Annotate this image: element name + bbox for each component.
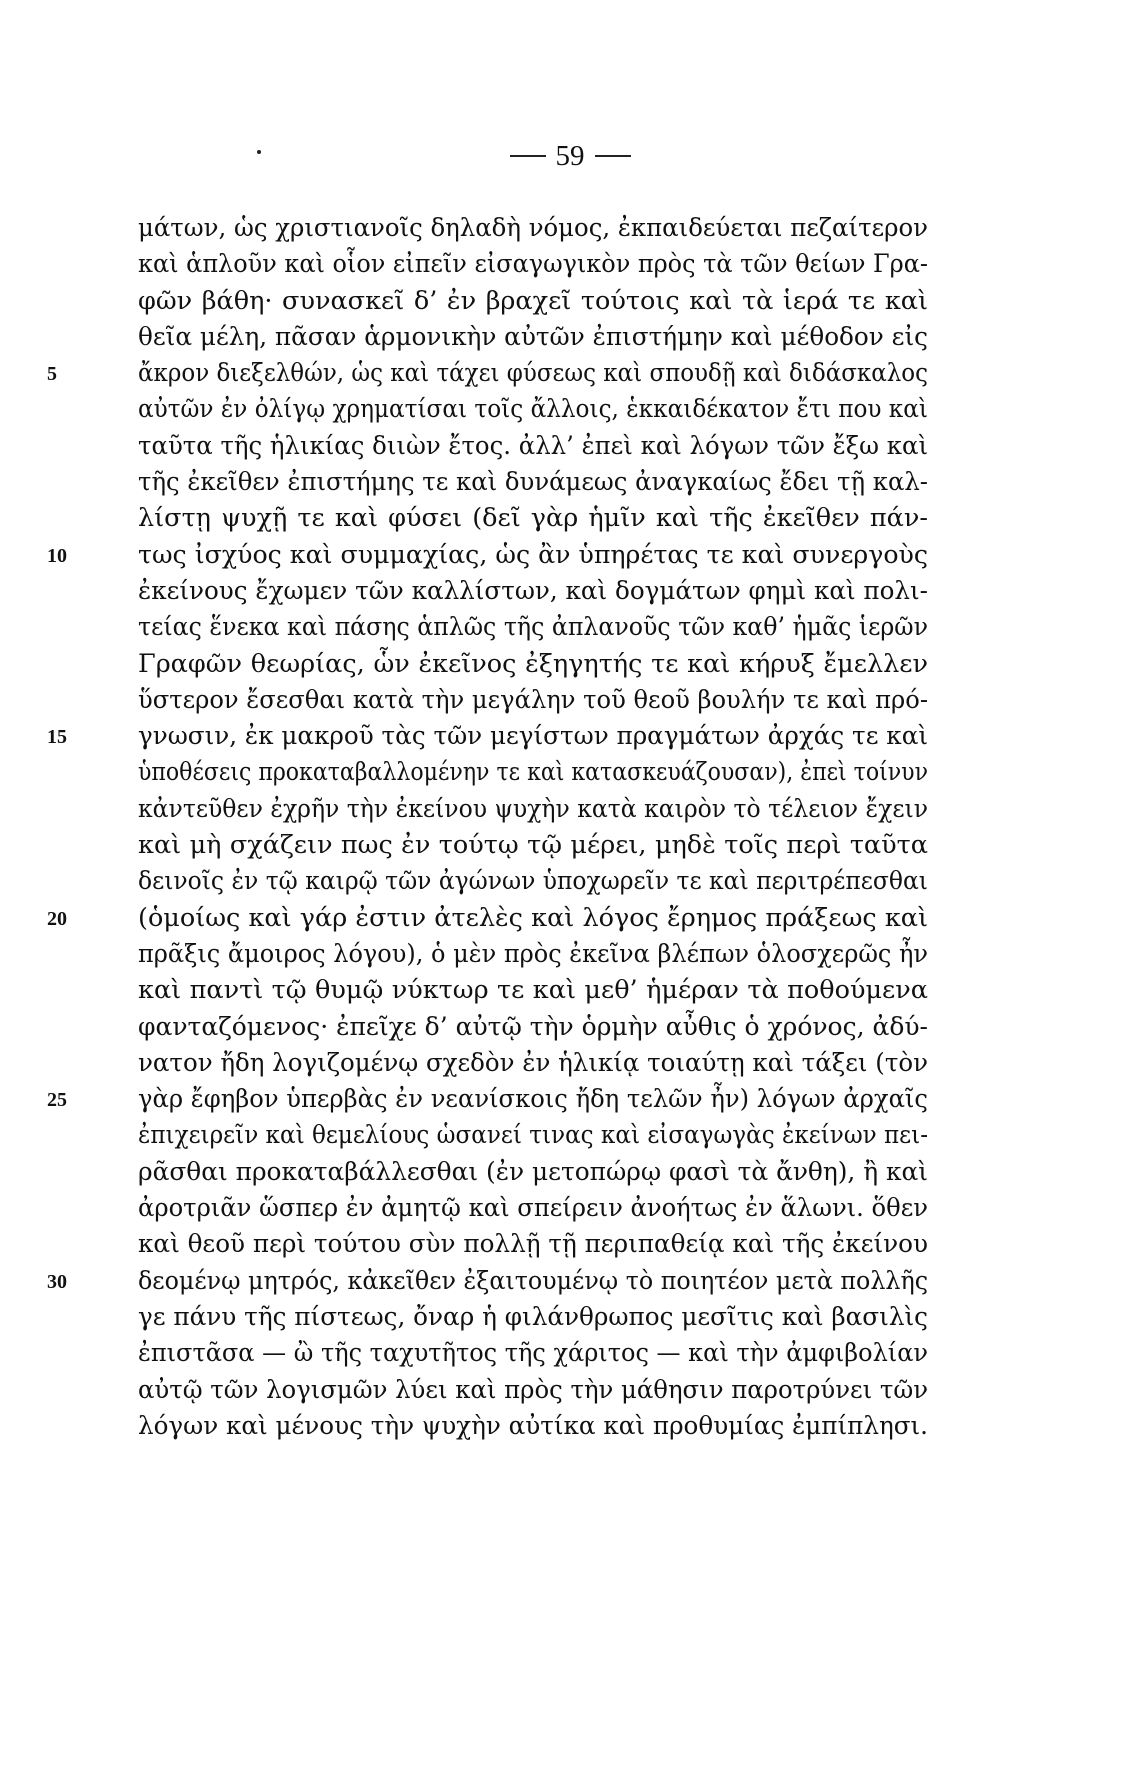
text-line	[138, 391, 928, 427]
line-text: φῶν βάθη· συνασκεῖ δ’ ἐν βραχεῖ τούτοις καὶ τὰ ἱερά τε καὶ	[138, 285, 928, 316]
line-text: θεῖα μέλη, πᾶσαν ἁρμονικὴν αὐτῶν ἐπιστήμην καὶ μέθοδον εἰς	[138, 321, 928, 352]
line-text: λόγων καὶ μένους τὴν ψυχὴν αὐτίκα καὶ προθυμίας ἐμπίπλησι.	[138, 1410, 928, 1441]
page-header	[0, 138, 1140, 174]
line-text: πρᾶξις ἄμοιρος λόγου), ὁ μὲν πρὸς ἐκεῖνα βλέπων ὁλοσχερῶς ἦν	[138, 938, 928, 969]
line-number: 5	[47, 363, 57, 386]
text-line	[138, 1299, 928, 1335]
text-line	[47, 718, 928, 754]
line-text: ἐπιστᾶσα — ὢ τῆς ταχυτῆτος τῆς χάριτος — καὶ τὴν ἀμφιβολίαν	[138, 1338, 928, 1369]
text-line	[47, 1263, 928, 1299]
text-line	[138, 283, 928, 319]
text-line	[138, 827, 928, 863]
line-number: 25	[47, 1089, 67, 1112]
text-line	[138, 246, 928, 282]
text-line	[138, 1117, 928, 1153]
line-number: 10	[47, 544, 67, 567]
line-text: ἄκρον διεξελθών, ὡς καὶ τάχει φύσεως καὶ σπουδῇ καὶ διδάσκαλος	[138, 358, 928, 389]
line-text: καὶ παντὶ τῷ θυμῷ νύκτωρ τε καὶ μεθ’ ἡμέραν τὰ ποθούμενα	[138, 975, 928, 1006]
line-text: καὶ ἁπλοῦν καὶ οἷον εἰπεῖν εἰσαγωγικὸν πρὸς τὰ τῶν θείων Γρα-	[138, 249, 928, 280]
text-line	[138, 1154, 928, 1190]
right-dash-ornament	[595, 155, 631, 157]
text-line	[138, 972, 928, 1008]
line-text: τείας ἕνεκα καὶ πάσης ἁπλῶς τῆς ἀπλανοῦς τῶν καθ’ ἡμᾶς ἱερῶν	[138, 612, 928, 643]
text-line	[138, 1335, 928, 1371]
line-text: αὐτῶν ἐν ὀλίγῳ χρηματίσαι τοῖς ἄλλοις, ἑκκαιδέκατον ἔτι που καὶ	[138, 394, 928, 425]
text-line	[138, 791, 928, 827]
line-text: καὶ μὴ σχάζειν πως ἐν τούτῳ τῷ μέρει, μηδὲ τοῖς περὶ ταῦτα	[138, 830, 928, 861]
line-text: μάτων, ὡς χριστιανοῖς δηλαδὴ νόμος, ἐκπαιδεύεται πεζαίτερον	[138, 213, 928, 243]
text-line	[47, 537, 928, 573]
line-text: ἐκείνους ἔχωμεν τῶν καλλίστων, καὶ δογμάτων φημὶ καὶ πολι-	[138, 575, 928, 606]
text-line	[138, 1226, 928, 1262]
line-text: νατον ἤδη λογιζομένῳ σχεδὸν ἐν ἡλικίᾳ τοιαύτῃ καὶ τάξει (τὸν	[138, 1047, 928, 1078]
line-text: τῆς ἐκεῖθεν ἐπιστήμης τε καὶ δυνάμεως ἀναγκαίως ἔδει τῇ καλ-	[138, 467, 928, 498]
page-number: 59	[555, 140, 585, 172]
line-text: ἐπιχειρεῖν καὶ θεμελίους ὡσανεί τινας καὶ εἰσαγωγὰς ἐκείνων πει-	[138, 1120, 928, 1151]
text-line	[138, 682, 928, 718]
text-line	[47, 900, 928, 936]
text-line	[47, 1081, 928, 1117]
line-text: ὑποθέσεις προκαταβαλλομένην τε καὶ κατασκευάζουσαν), ἐπεὶ τοίνυν	[138, 757, 928, 788]
text-line	[138, 1009, 928, 1045]
line-text: δεινοῖς ἐν τῷ καιρῷ τῶν ἀγώνων ὑποχωρεῖν τε καὶ περιτρέπεσθαι	[138, 866, 928, 897]
line-text: ὕστερον ἔσεσθαι κατὰ τὴν μεγάλην τοῦ θεοῦ βουλήν τε καὶ πρό-	[138, 684, 928, 715]
text-line	[138, 609, 928, 645]
line-text: κἀντεῦθεν ἐχρῆν τὴν ἐκείνου ψυχὴν κατὰ καιρὸν τὸ τέλειον ἔχειν	[138, 793, 928, 824]
text-line	[138, 1372, 928, 1408]
line-text: δεομένῳ μητρός, κἀκεῖθεν ἐξαιτουμένῳ τὸ ποιητέον μετὰ πολλῆς	[138, 1265, 928, 1296]
text-line	[138, 754, 928, 790]
text-line	[138, 210, 928, 246]
text-line	[138, 1045, 928, 1081]
text-line	[138, 646, 928, 682]
text-line	[138, 428, 928, 464]
line-text: ἀροτριᾶν ὥσπερ ἐν ἀμητῷ καὶ σπείρειν ἀνοήτως ἐν ἅλωνι. ὅθεν	[138, 1193, 928, 1224]
line-text: (ὁμοίως καὶ γάρ ἐστιν ἀτελὲς καὶ λόγος ἔρημος πράξεως καὶ	[138, 902, 928, 933]
body-text	[47, 210, 928, 1444]
line-text: καὶ θεοῦ περὶ τούτου σὺν πολλῇ τῇ περιπαθείᾳ καὶ τῆς ἐκείνου	[138, 1229, 928, 1260]
line-text: λίστῃ ψυχῇ τε καὶ φύσει (δεῖ γὰρ ἡμῖν καὶ τῆς ἐκεῖθεν πάν-	[138, 503, 928, 534]
text-line	[138, 1408, 928, 1444]
line-text: αὐτῷ τῶν λογισμῶν λύει καὶ πρὸς τὴν μάθησιν παροτρύνει τῶν	[138, 1374, 928, 1405]
text-line	[138, 319, 928, 355]
line-text: γὰρ ἔφηβον ὑπερβὰς ἐν νεανίσκοις ἤδη τελῶν ἦν) λόγων ἀρχαῖς	[138, 1084, 928, 1115]
text-line	[138, 464, 928, 500]
line-number: 30	[47, 1270, 67, 1293]
line-text: ταῦτα τῆς ἡλικίας διιὼν ἔτος. ἀλλ’ ἐπεὶ καὶ λόγων τῶν ἔξω καὶ	[138, 430, 928, 461]
text-line	[138, 573, 928, 609]
text-line	[138, 863, 928, 899]
text-line	[138, 1190, 928, 1226]
line-text: φανταζόμενος· ἐπεῖχε δ’ αὐτῷ τὴν ὁρμὴν αὖθις ὁ χρόνος, ἀδύ-	[138, 1011, 928, 1042]
text-line	[138, 500, 928, 536]
line-text: Γραφῶν θεωρίας, ὧν ἐκεῖνος ἐξηγητής τε καὶ κήρυξ ἔμελλεν	[138, 648, 928, 679]
line-text: τως ἰσχύος καὶ συμμαχίας, ὡς ἂν ὑπηρέτας τε καὶ συνεργοὺς	[138, 539, 928, 570]
text-line	[47, 355, 928, 391]
line-number: 20	[47, 907, 67, 930]
line-text: ρᾶσθαι προκαταβάλλεσθαι (ἐν μετοπώρῳ φασὶ τὰ ἄνθη), ἢ καὶ	[138, 1156, 928, 1187]
line-text: γε πάνυ τῆς πίστεως, ὄναρ ἡ φιλάνθρωπος μεσῖτις καὶ βασιλὶς	[138, 1301, 928, 1332]
text-line	[138, 936, 928, 972]
left-dash-ornament	[510, 155, 546, 157]
line-number: 15	[47, 726, 67, 749]
line-text: γνωσιν, ἐκ μακροῦ τὰς τῶν μεγίστων πραγμάτων ἀρχάς τε καὶ	[138, 721, 928, 752]
